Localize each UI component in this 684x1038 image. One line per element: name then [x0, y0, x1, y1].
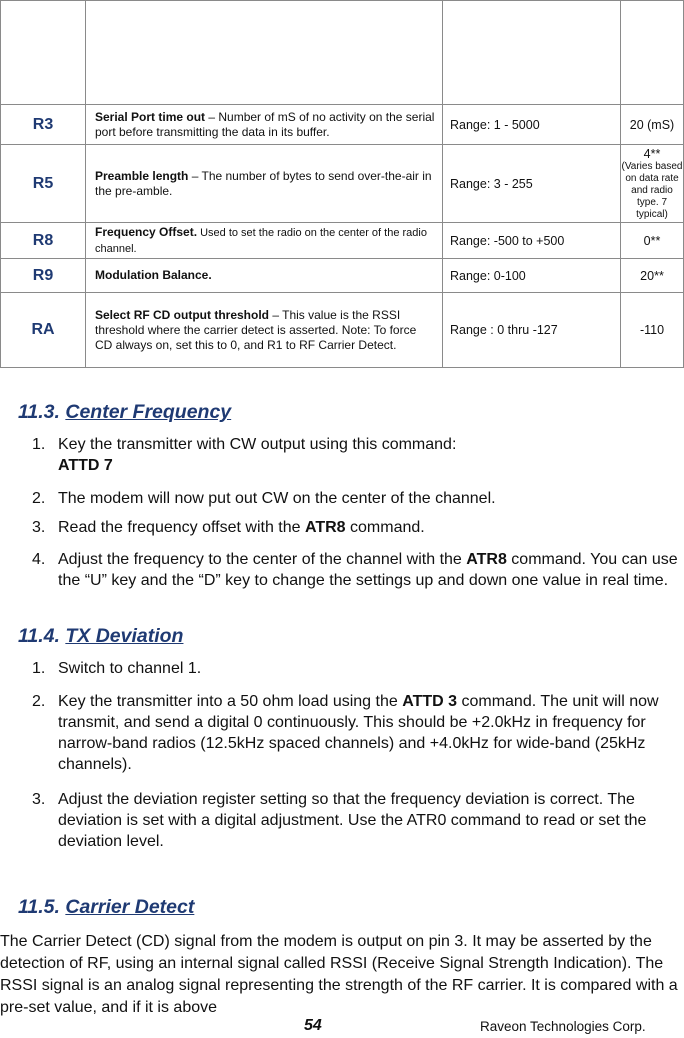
register-default: 20 (mS) — [621, 105, 684, 145]
page-number: 54 — [304, 1017, 322, 1034]
table-row — [1, 293, 684, 368]
register-default: 0** — [621, 223, 684, 259]
register-default: 4** (Varies based on data rate and radio type. 7 typical) — [621, 145, 684, 223]
company-name: Raveon Technologies Corp. — [480, 1019, 646, 1034]
table-header-row — [1, 1, 684, 105]
register-range: Range: -500 to +500 — [443, 223, 621, 259]
register-default: 20** — [621, 259, 684, 293]
register-id: R9 — [1, 259, 86, 293]
register-description: Preamble length – The number of bytes to send over-the-air in the pre-amble. — [86, 145, 443, 223]
register-range: Range: 3 - 255 — [443, 145, 621, 223]
section-heading-tx-deviation: 11.4. TX Deviation — [18, 625, 184, 647]
register-range: Range : 0 thru -127 — [443, 293, 621, 368]
table-row — [1, 145, 684, 223]
table-row — [1, 259, 684, 293]
register-default: -110 — [621, 293, 684, 368]
register-id: RA — [1, 293, 86, 368]
table-row — [1, 105, 684, 145]
section-heading-center-frequency: 11.3. Center Frequency — [18, 401, 232, 423]
register-description: Modulation Balance. — [86, 259, 443, 293]
register-id: R3 — [1, 105, 86, 145]
register-range: Range: 0-100 — [443, 259, 621, 293]
register-description: Frequency Offset. Used to set the radio on the center of the radio channel. — [86, 223, 443, 259]
register-id: R5 — [1, 145, 86, 223]
register-description: Select RF CD output threshold – This value is the RSSI threshold where the carrier detect is asserted. Note: To force CD always on, set this to 0, and R1 to RF Carrier Detect. — [86, 293, 443, 368]
register-table — [0, 0, 684, 368]
register-description: Serial Port time out – Number of mS of no activity on the serial port before transmitting the data in its buffer. — [86, 105, 443, 145]
table-row — [1, 223, 684, 259]
carrier-detect-paragraph: The Carrier Detect (CD) signal from the modem is output on pin 3. It may be asserted by the detection of RF, using an internal signal called RSSI (Receive Signal Strength Indication). The RSSI signal is an analog signal representing the strength of the RF carrier. It is compared with a pre-set value, and if it is above — [0, 933, 678, 1016]
register-range: Range: 1 - 5000 — [443, 105, 621, 145]
command-text: ATTD 7 — [58, 457, 113, 474]
default-note: (Varies based on data rate and radio type. 7 typical) — [621, 160, 683, 220]
section-heading-carrier-detect: 11.5. Carrier Detect — [18, 896, 195, 918]
register-id: R8 — [1, 223, 86, 259]
